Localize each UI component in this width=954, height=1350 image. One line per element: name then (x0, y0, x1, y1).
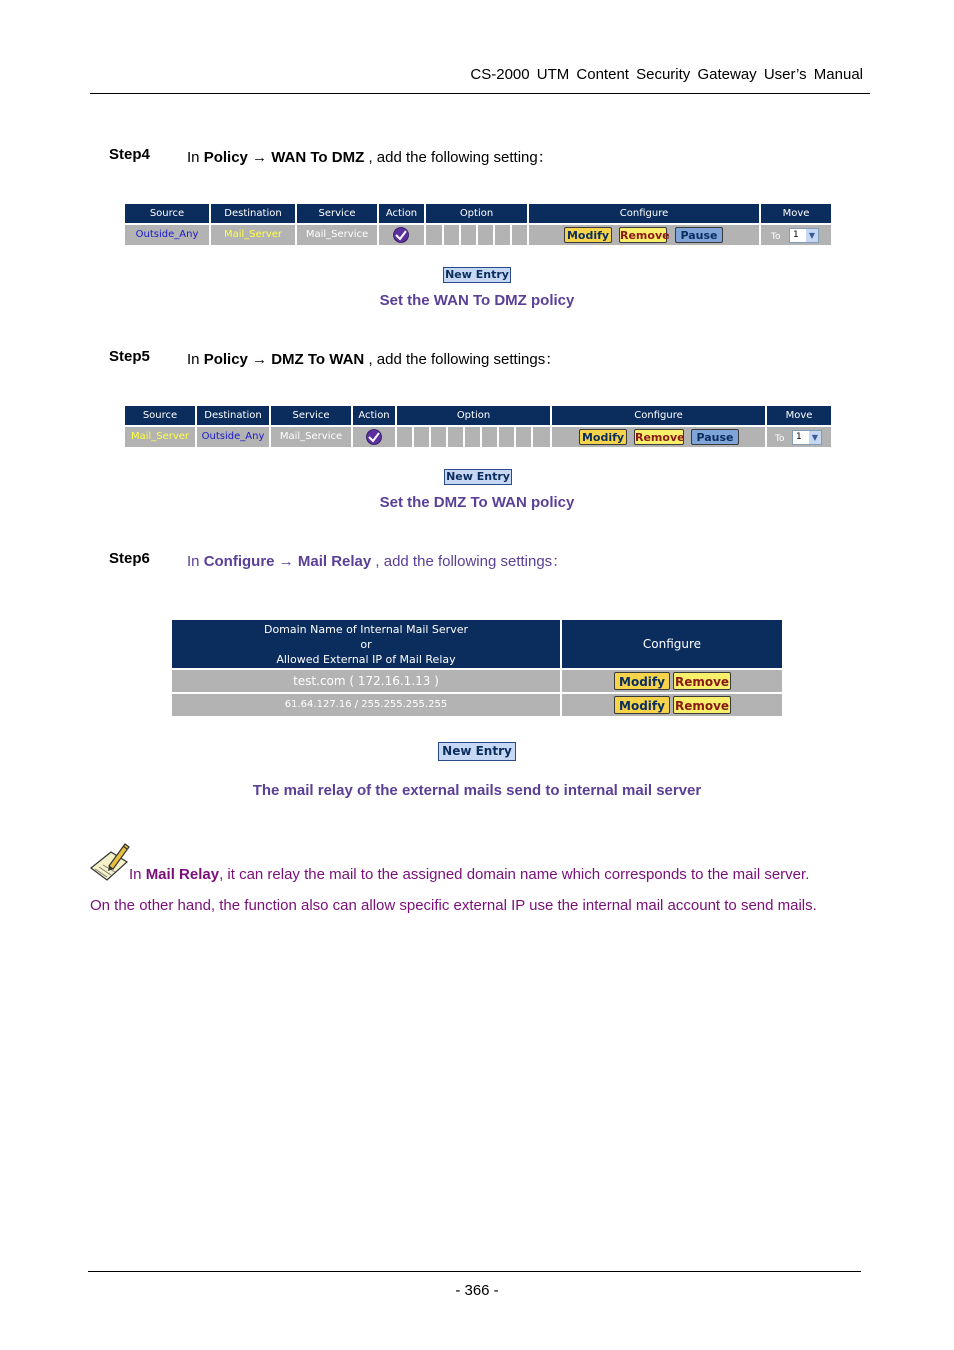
new-entry-button[interactable]: New Entry (444, 469, 512, 485)
header-rule (90, 93, 870, 94)
policy-table-wan-to-dmz (125, 204, 831, 246)
new-entry-button[interactable]: New Entry (438, 742, 516, 761)
step4-arrow: → (252, 149, 268, 166)
new-entry-button[interactable]: New Entry (443, 267, 511, 283)
policy-table-dmz-to-wan (125, 406, 831, 448)
move-select[interactable]: 1 ▼ (789, 228, 819, 243)
action-cell (353, 427, 395, 447)
relay-header-configure: Configure (562, 620, 782, 668)
step6-rest: , add the following settings： (375, 553, 568, 570)
caption-wan-to-dmz: Set the WAN To DMZ policy (379, 292, 575, 309)
col-move: Move (761, 204, 831, 223)
step6-path2: Mail Relay (297, 553, 372, 570)
step4-path2: WAN To DMZ (271, 149, 365, 166)
mail-relay-table (172, 620, 782, 718)
configure-cell (529, 225, 759, 245)
step5-line (109, 348, 809, 368)
page-number: - 366 - (455, 1282, 499, 1299)
step4-label: Step4 (109, 146, 150, 163)
col-option: Option (397, 406, 550, 425)
move-cell (767, 427, 831, 447)
col-configure: Configure (529, 204, 759, 223)
step5-in: In (187, 351, 200, 368)
col-source: Source (125, 204, 209, 223)
move-select[interactable]: 1 ▼ (792, 430, 822, 445)
service-cell: Mail_Service (297, 225, 377, 245)
col-source: Source (125, 406, 195, 425)
step5-rest: , add the following settings： (368, 351, 561, 368)
modify-button[interactable]: Modify (614, 672, 670, 690)
step5-arrow: → (252, 351, 268, 368)
pause-button[interactable]: Pause (691, 429, 739, 445)
modify-button[interactable]: Modify (614, 696, 670, 714)
manual-title: CS-2000 UTM Content Security Gateway User’s Manual (470, 66, 863, 83)
col-service: Service (297, 204, 377, 223)
permit-icon (366, 429, 382, 445)
col-destination: Destination (211, 204, 295, 223)
col-configure: Configure (552, 406, 765, 425)
step6-line (109, 550, 809, 570)
caption-mail-relay: The mail relay of the external mails send to internal mail server (252, 782, 702, 799)
step6-path1: Configure (203, 553, 275, 570)
step4-rest: , add the following setting： (368, 149, 553, 166)
chevron-down-icon: ▼ (809, 431, 821, 444)
footer-rule (88, 1271, 861, 1272)
step6-arrow: → (278, 553, 294, 570)
relay-configure-2 (562, 694, 782, 716)
option-cell (397, 427, 550, 447)
step4-path1: Policy (203, 149, 248, 166)
col-destination: Destination (197, 406, 269, 425)
step4-in: In (187, 149, 200, 166)
step4-line (109, 146, 809, 166)
source-cell: Outside_Any (125, 225, 209, 245)
relay-row-1: test.com ( 172.16.1.13 ) (172, 670, 560, 692)
remove-button[interactable]: Remove (635, 431, 685, 444)
col-action: Action (353, 406, 395, 425)
option-cell (426, 225, 527, 245)
note-line-1: In Mail Relay, it can relay the mail to the assigned domain name which corresponds to the mail server. (129, 866, 810, 883)
step5-label: Step5 (109, 348, 150, 365)
col-action: Action (379, 204, 424, 223)
remove-button[interactable]: Remove (620, 229, 670, 242)
remove-button[interactable]: Remove (673, 696, 731, 714)
relay-row-2: 61.64.127.16 / 255.255.255.255 (172, 694, 560, 716)
modify-button[interactable]: Modify (564, 227, 612, 243)
configure-cell (552, 427, 765, 447)
col-service: Service (271, 406, 351, 425)
note-pencil-icon (89, 840, 131, 882)
remove-button[interactable]: Remove (673, 672, 731, 690)
caption-dmz-to-wan: Set the DMZ To WAN policy (379, 494, 575, 511)
service-cell: Mail_Service (271, 427, 351, 447)
col-option: Option (426, 204, 527, 223)
action-cell (379, 225, 424, 245)
step6-label: Step6 (109, 550, 150, 567)
permit-icon (393, 227, 409, 243)
source-cell: Mail_Server (125, 427, 195, 447)
relay-configure-1 (562, 670, 782, 692)
move-to-label: To (771, 232, 781, 242)
destination-cell: Outside_Any (197, 427, 269, 447)
move-to-label: To (775, 434, 785, 444)
step6-in: In (187, 553, 200, 570)
relay-header-domain: Domain Name of Internal Mail Server or Allowed External IP of Mail Relay (172, 620, 560, 668)
chevron-down-icon: ▼ (806, 229, 818, 242)
note-line-2: On the other hand, the function also can allow specific external IP use the internal mail account to send mails. (90, 897, 817, 914)
step5-path2: DMZ To WAN (271, 351, 365, 368)
pause-button[interactable]: Pause (675, 227, 723, 243)
col-move: Move (767, 406, 831, 425)
modify-button[interactable]: Modify (579, 429, 627, 445)
step5-path1: Policy (203, 351, 248, 368)
destination-cell: Mail_Server (211, 225, 295, 245)
note-mail-relay: Mail Relay (145, 866, 220, 883)
move-cell (761, 225, 831, 245)
